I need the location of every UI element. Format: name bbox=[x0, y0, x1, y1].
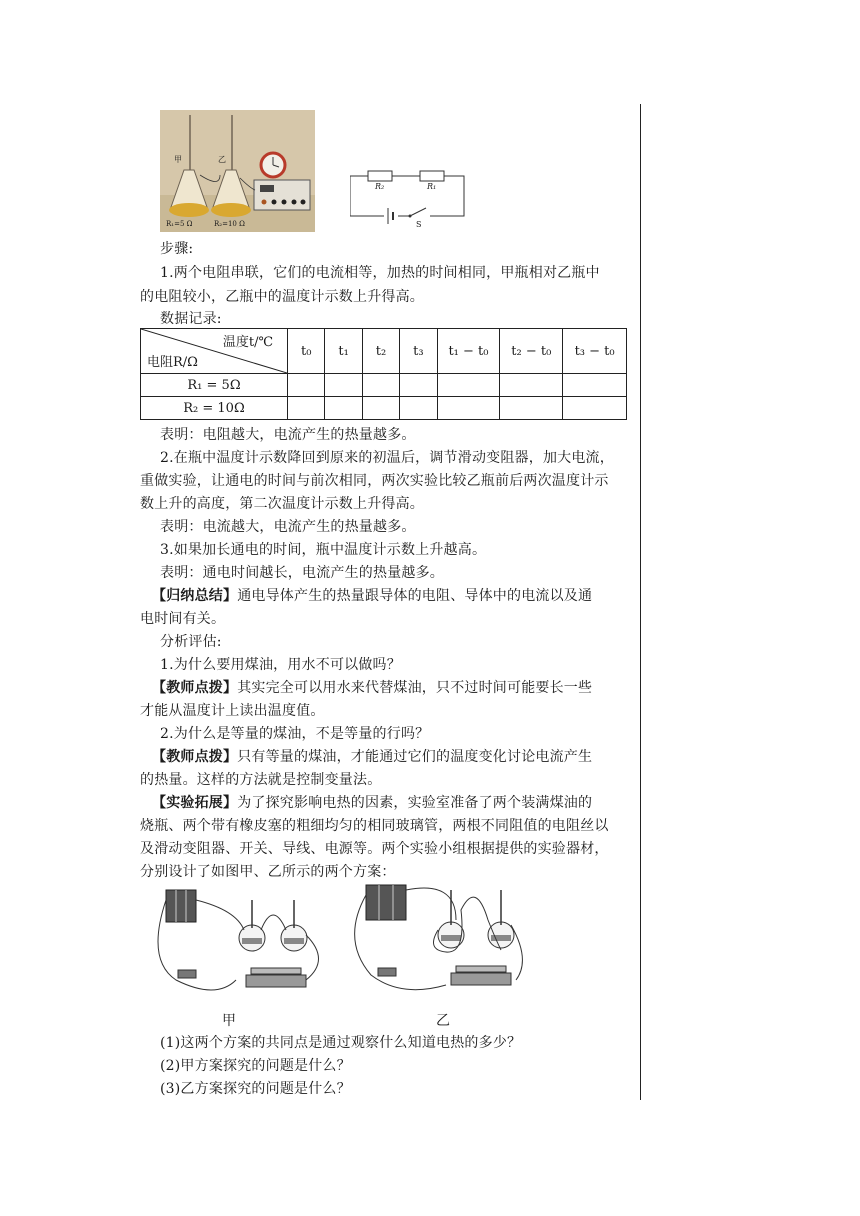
resistor-label-right: R₂=10 Ω bbox=[214, 220, 245, 228]
resistor-label-left: R₁=5 Ω bbox=[166, 220, 193, 228]
row-header: R₁ = 5Ω bbox=[141, 374, 288, 397]
col-header: t₃ − t₀ bbox=[563, 329, 627, 374]
extension-line2: 烧瓶、两个带有橡皮塞的粗细均匀的相同玻璃管，两根不同阻值的电阻丝以 bbox=[140, 818, 609, 834]
figure-jia-drawing bbox=[158, 890, 319, 990]
summary-text: 通电导体产生的热量跟导体的电阻、导体中的电流以及通 bbox=[237, 588, 593, 604]
tip-tag: 【教师点拨】 bbox=[152, 749, 238, 765]
step2-line2: 重做实验，让通电的时间与前次相同，两次实验比较乙瓶前后两次温度计示 bbox=[140, 473, 609, 489]
flask-label-yi: 乙 bbox=[218, 155, 226, 164]
extension-text: 为了探究影响电热的因素，实验室准备了两个装满煤油的 bbox=[237, 795, 593, 811]
conclusion-1: 表明：电阻越大，电流产生的热量越多。 bbox=[160, 427, 416, 443]
step2-line1: 2.在瓶中温度计示数降回到原来的初温后，调节滑动变阻器，加大电流， bbox=[160, 450, 614, 466]
tip2-line2: 的热量。这样的方法就是控制变量法。 bbox=[140, 772, 382, 788]
step2-line3: 数上升的高度，第二次温度计示数上升得高。 bbox=[140, 496, 424, 512]
extension-line1 bbox=[152, 792, 634, 814]
extension-line4: 分别设计了如图甲、乙所示的两个方案： bbox=[140, 864, 396, 880]
col-header: t₁ bbox=[325, 329, 362, 374]
data-title: 数据记录: bbox=[160, 311, 222, 327]
figure-yi-drawing bbox=[355, 885, 523, 990]
apparatus-figures bbox=[156, 880, 526, 1030]
steps-title: 步骤: bbox=[160, 241, 194, 257]
circuit-label-r1: R₁ bbox=[427, 182, 437, 191]
step1-line2: 的电阻较小，乙瓶中的温度计示数上升得高。 bbox=[140, 289, 424, 305]
sub-question-2: (2)甲方案探究的问题是什么？ bbox=[160, 1058, 351, 1074]
tip1-line1 bbox=[152, 677, 634, 699]
row-header: R₂ = 10Ω bbox=[141, 397, 288, 420]
table-row bbox=[141, 374, 627, 397]
corner-temperature: 温度t/℃ bbox=[222, 335, 273, 350]
col-header: t₀ bbox=[288, 329, 325, 374]
extension-line3: 及滑动变阻器、开关、导线、电源等。两个实验小组根据提供的实验器材， bbox=[140, 841, 609, 857]
question-2: 2.为什么是等量的煤油，不是等量的行吗？ bbox=[160, 726, 430, 742]
sub-question-3: (3)乙方案探究的问题是什么？ bbox=[160, 1081, 351, 1097]
step1-line1: 1.两个电阻串联，它们的电流相等，加热的时间相同，甲瓶相对乙瓶中 bbox=[160, 265, 600, 281]
col-header: t₂ bbox=[362, 329, 399, 374]
tip-tag: 【教师点拨】 bbox=[152, 680, 238, 696]
tip2-text: 只有等量的煤油，才能通过它们的温度变化讨论电流产生 bbox=[237, 749, 593, 765]
table-row bbox=[141, 397, 627, 420]
tip2-line1 bbox=[152, 746, 634, 768]
circuit-label-s: S bbox=[416, 220, 422, 229]
flask-label-jia: 甲 bbox=[174, 155, 182, 164]
extension-tag: 【实验拓展】 bbox=[152, 795, 238, 811]
summary-line1 bbox=[152, 585, 634, 607]
col-header: t₁ − t₀ bbox=[437, 329, 500, 374]
table-corner bbox=[141, 329, 288, 374]
step3: 3.如果加长通电的时间，瓶中温度计示数上升越高。 bbox=[160, 542, 487, 558]
question-1: 1.为什么要用煤油，用水不可以做吗？ bbox=[160, 657, 401, 673]
column-divider bbox=[640, 104, 641, 1100]
conclusion-2: 表明：电流越大，电流产生的热量越多。 bbox=[160, 519, 416, 535]
tip1-line2: 才能从温度计上读出温度值。 bbox=[140, 703, 325, 719]
sub-question-1: (1)这两个方案的共同点是通过观察什么知道电热的多少？ bbox=[160, 1035, 522, 1051]
col-header: t₂ − t₀ bbox=[500, 329, 563, 374]
col-header: t₃ bbox=[400, 329, 437, 374]
corner-resistance: 电阻R/Ω bbox=[147, 355, 198, 370]
circuit-diagram bbox=[350, 168, 468, 232]
summary-tag: 【归纳总结】 bbox=[152, 588, 238, 604]
caption-yi: 乙 bbox=[436, 1013, 450, 1029]
apparatus-photo bbox=[160, 110, 315, 232]
analysis-title: 分析评估: bbox=[160, 634, 222, 650]
conclusion-3: 表明：通电时间越长，电流产生的热量越多。 bbox=[160, 565, 444, 581]
data-table bbox=[140, 328, 627, 420]
caption-jia: 甲 bbox=[222, 1013, 236, 1029]
tip1-text: 其实完全可以用水来代替煤油，只不过时间可能要长一些 bbox=[237, 680, 593, 696]
summary-line2: 电时间有关。 bbox=[140, 611, 226, 627]
circuit-label-r2: R₂ bbox=[375, 182, 385, 191]
